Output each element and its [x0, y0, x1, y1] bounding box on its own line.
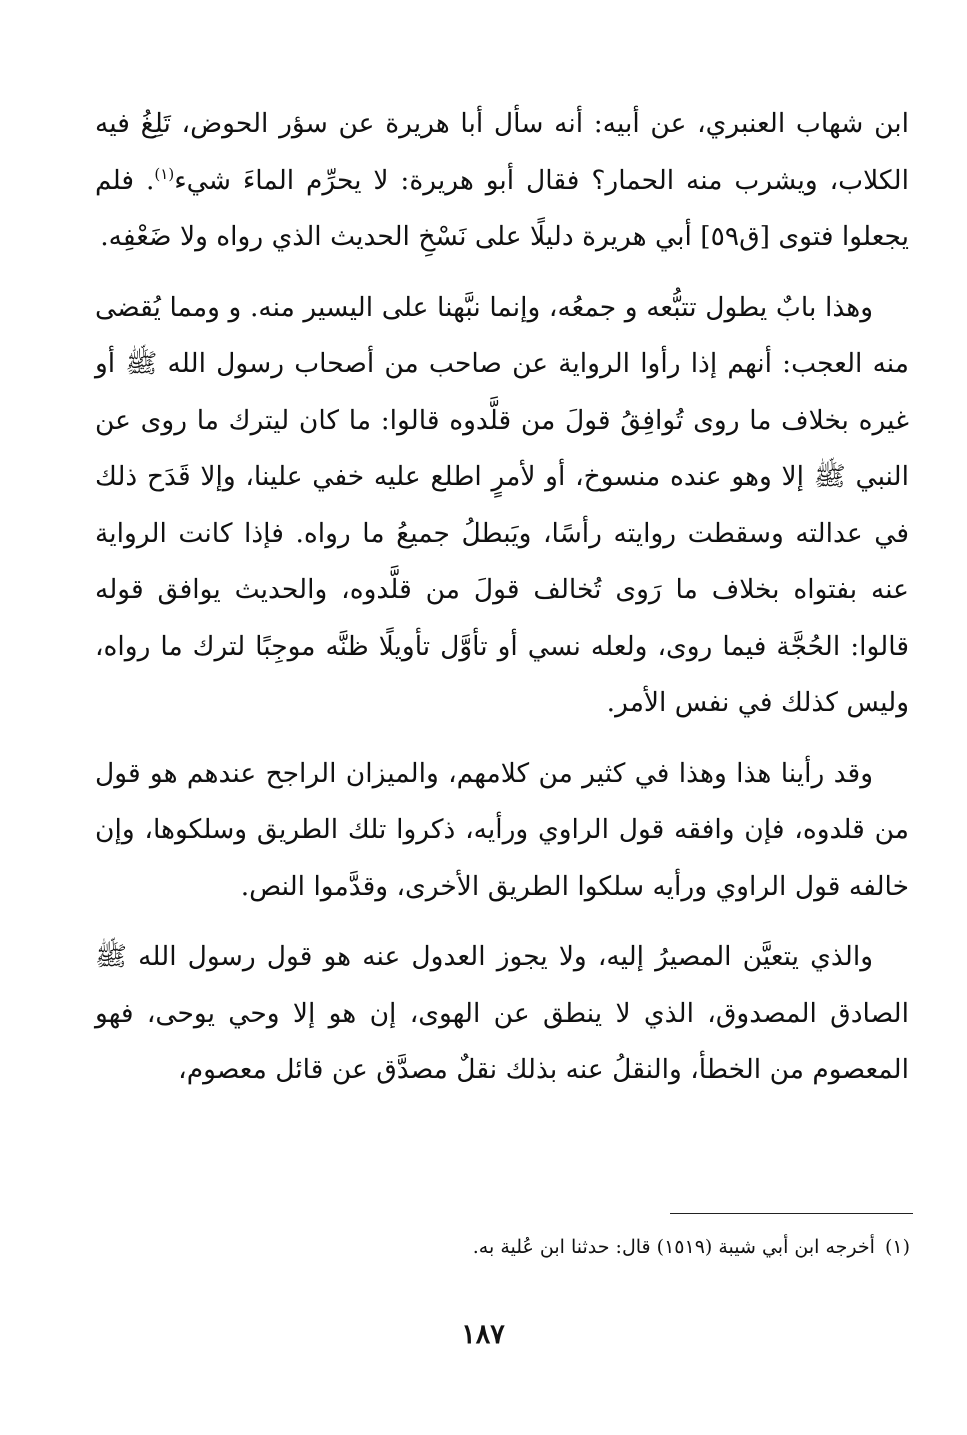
paragraph-2: وهذا بابٌ يطول تتبُّعه و جمعُه، وإنما نبَّهنا على اليسير منه. و ومما يُقضى منه العجب: أنهم إذا رأوا الرواية عن صاحب من أصحاب رسول الله ﷺ أو غيره بخلاف ما روى تُوافِقُ قولَ من قلَّدوه قالوا: ما كان ليترك ما روى عن النبي ﷺ إلا وهو عنده منسوخ، أو لأمرٍ اطلع عليه خفي علينا، وإلا قَدَح ذلك في عدالته وسقطت روايته رأسًا، ويَبطلُ جميعُ ما رواه. فإذا كانت الرواية عنه بفتواه بخلاف ما رَوى تُخالف قولَ من قلَّدوه، والحديث يوافق قوله قالوا: الحُجَّة فيما روى، ولعله نسي أو تأوَّل تأويلًا ظنَّه موجِبًا لترك ما رواه، وليس كذلك في نفس الأمر.	[95, 291, 909, 718]
footnote	[200, 1232, 910, 1262]
footnote-text: أخرجه ابن أبي شيبة (١٥١٩) قال: حدثنا ابن عُلية به.	[472, 1236, 875, 1258]
main-text	[95, 96, 909, 1099]
footnote-divider	[670, 1213, 913, 1214]
page-number: ١٨٧	[461, 1319, 505, 1350]
footnote-reference[interactable]: (١)	[154, 164, 175, 183]
paragraph-1-tail: . فلم يجعلوا فتوى [ق٥٩] أبي هريرة دليلًا على نَسْخِ الحديث الذي رواه ولا ضَعْفِه.	[95, 164, 909, 252]
footnote-number: (١)	[884, 1236, 910, 1258]
paragraph-4: والذي يتعيَّن المصيرُ إليه، ولا يجوز العدول عنه هو قول رسول الله ﷺ الصادق المصدوق، الذي لا ينطق عن الهوى، إن هو إلا وحي يوحى، فهو المعصوم من الخطأ، والنقلُ عنه بذلك نقلٌ مصدَّق عن قائل معصوم،	[95, 941, 909, 1085]
paragraph-1-text: ابن شهاب العنبري، عن أبيه: أنه سأل أبا هريرة عن سؤر الحوض، تَلِغُ فيه الكلاب، ويشرب منه الحمار؟ فقال أبو هريرة: لا يحرِّم الماءَ شيء	[95, 108, 910, 196]
paragraph-1	[95, 96, 909, 266]
paragraph-3: وقد رأينا هذا وهذا في كثير من كلامهم، والميزان الراجح عندهم هو قول من قلدوه، فإن وافقه قول الراوي ورأيه، ذكروا تلك الطريق وسلكوها، وإن خالفه قول الراوي ورأيه سلكوا الطريق الأخرى، وقدَّموا النص.	[95, 757, 909, 902]
